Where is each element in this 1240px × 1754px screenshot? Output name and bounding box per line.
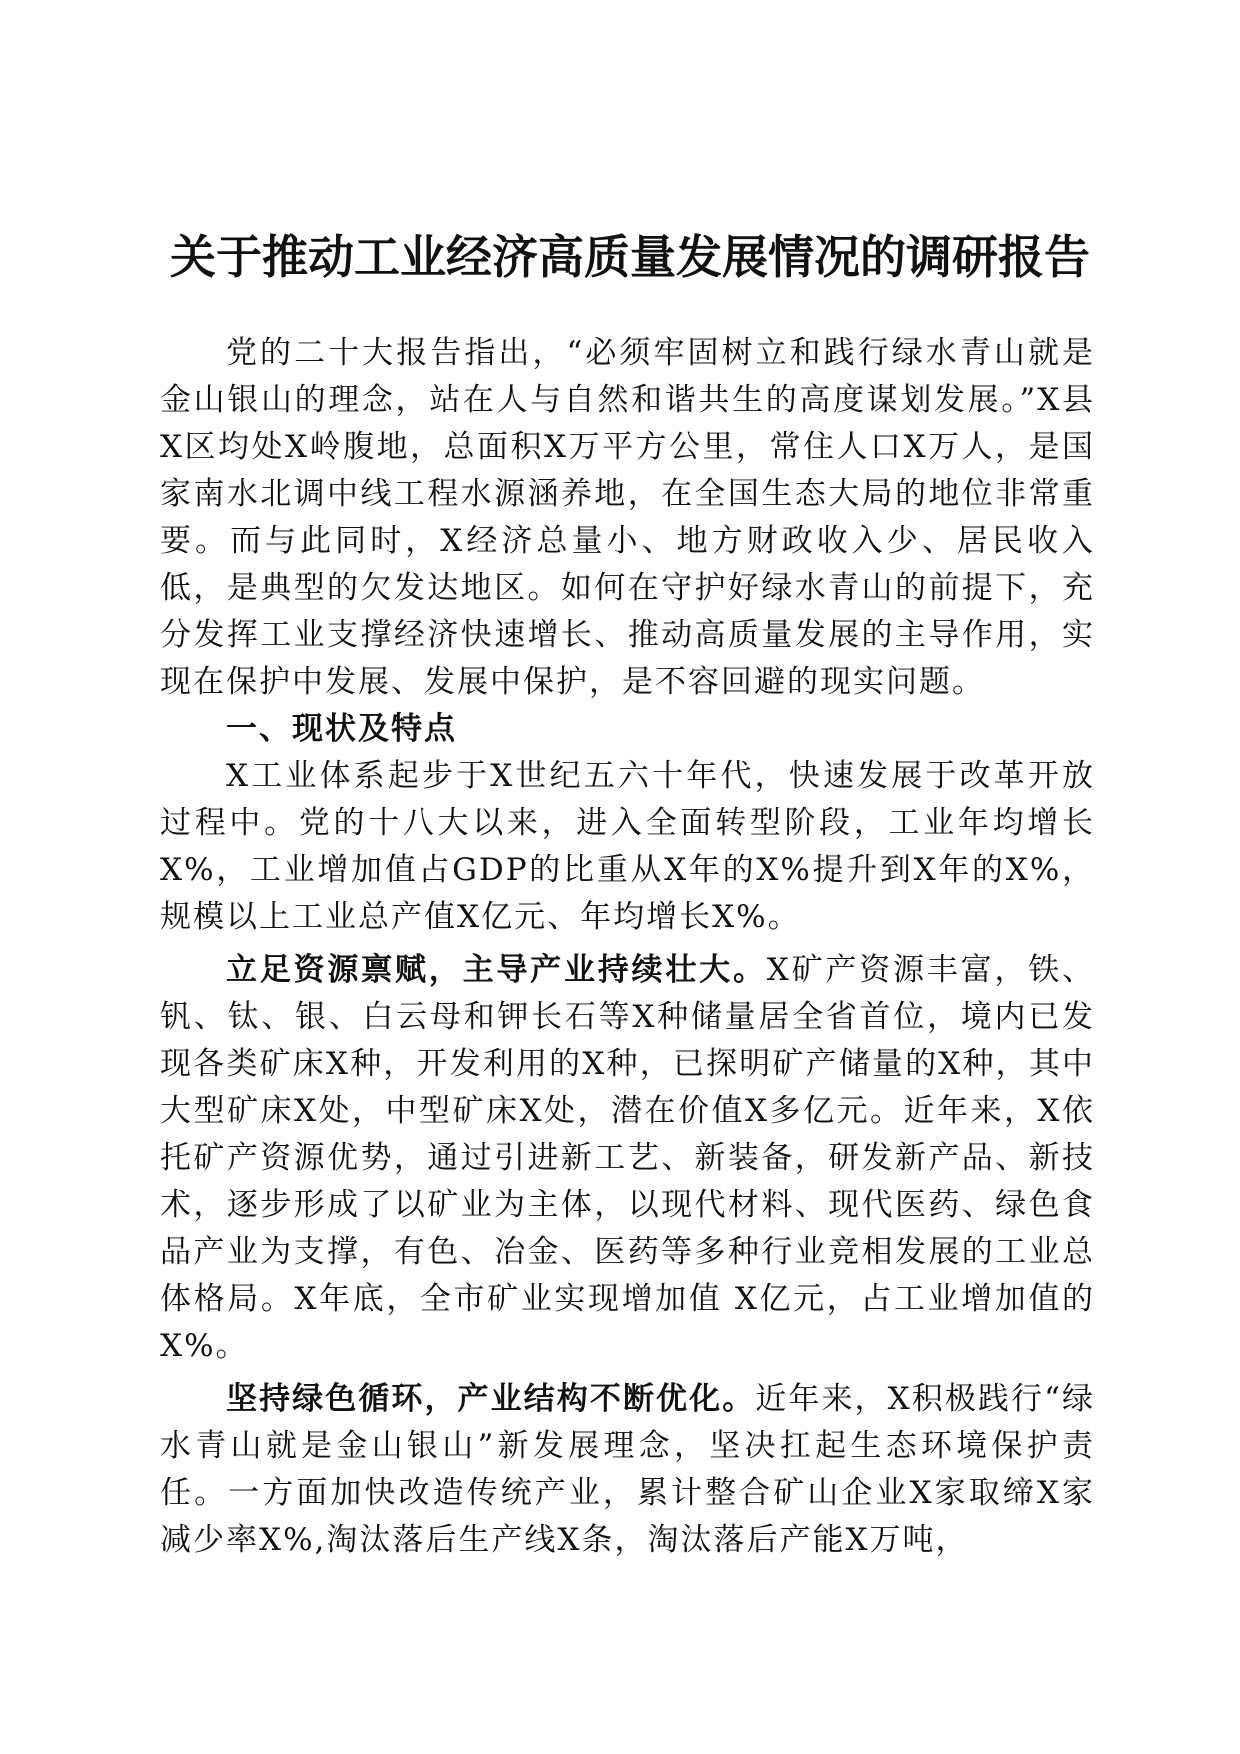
point-body-resources: X矿产资源丰富，铁、钒、钛、银、白云母和钾长石等X种储量居全省首位，境内已发现各类矿床X种，开发利用的X种，已探明矿产储量的X种，其中大型矿床X处，中型矿床X处，潜在价值X多亿元。近年来，X依托矿产资源优势，通过引进新工艺、新装备，研发新产品、新技术，逐步形成了以矿业为主体，以现代材料、现代医药、绿色食品产业为支撑，有色、冶金、医药等多种行业竞相发展的工业总体格局。X年底，全市矿业实现增加值 X亿元，占工业增加值的X%。 [160,952,1095,1364]
section-paragraph-status: X工业体系起步于X世纪五六十年代，快速发展于改革开放过程中。党的十八大以来，进入全面转型阶段，工业年均增长X%，工业增加值占GDP的比重从X年的X%提升到X年的X%，规模以上工业总产值X亿元、年均增长X%。 [160,758,1095,935]
intro-paragraph: 党的二十大报告指出，“必须牢固树立和践行绿水青山就是金山银山的理念，站在人与自然和谐共生的高度谋划发展。”X县X区均处X岭腹地，总面积X万平方公里，常住人口X万人，是国家南水北调中线工程水源涵养地，在全国生态大局的地位非常重要。而与此同时，X经济总量小、地方财政收入少、居民收入低，是典型的欠发达地区。如何在守护好绿水青山的前提下，充分发挥工业支撑经济快速增长、推动高质量发展的主导作用，实现在保护中发展、发展中保护，是不容回避的现实问题。 [160,335,1095,700]
point-lead-green: 坚持绿色循环，产业结构不断优化。 [226,1381,756,1417]
document-page [160,0,1100,1754]
document-title: 关于推动工业经济高质量发展情况的调研报告 [170,230,1090,284]
document-body [160,330,1095,1564]
point-paragraph-green [160,1376,1095,1564]
point-lead-resources: 立足资源禀赋，主导产业持续壮大。 [226,952,767,988]
section-heading-status: 一、现状及特点 [226,711,457,747]
point-body-green: 近年来，X积极践行“绿水青山就是金山银山”新发展理念，坚决扛起生态环境保护责任。一方面加快改造传统产业，累计整合矿山企业X家取缔X家减少率X%,淘汰落后生产线X条，淘汰落后产能X万吨， [160,1381,1095,1558]
point-paragraph-resources [160,947,1095,1370]
